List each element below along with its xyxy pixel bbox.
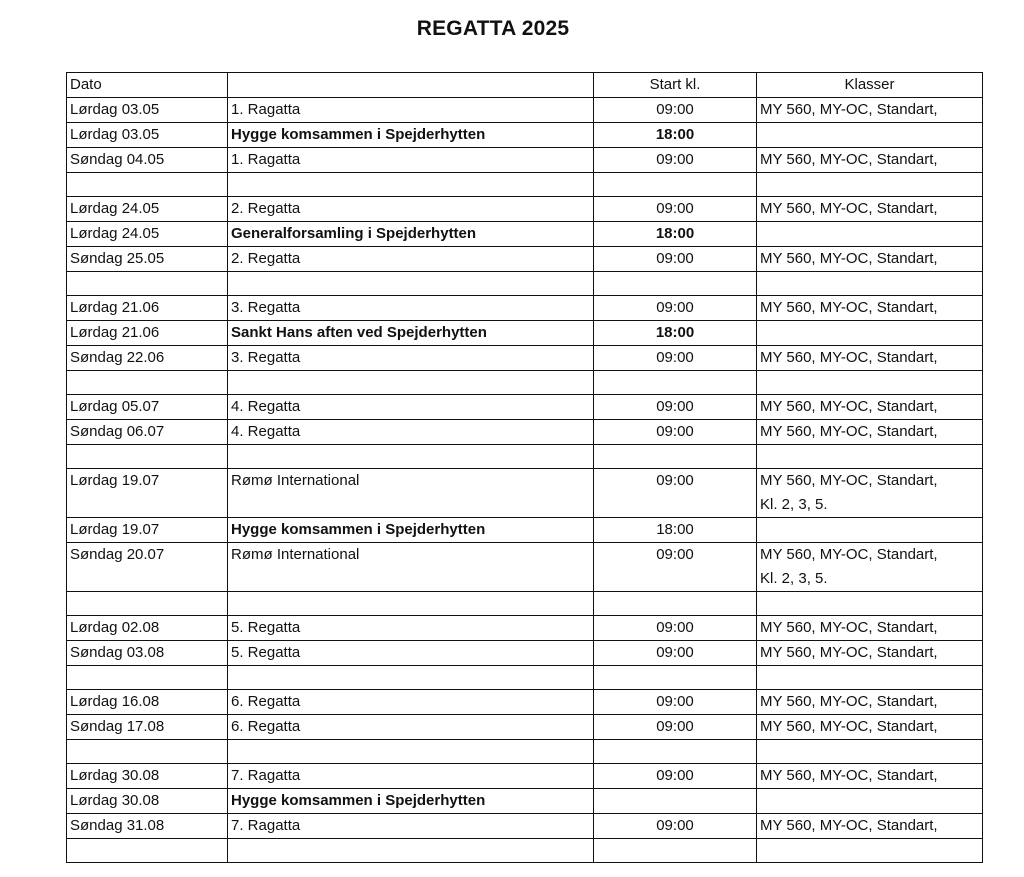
cell-start: 09:00: [594, 395, 757, 420]
klasser-line: MY 560, MY-OC, Standart,: [760, 546, 938, 563]
table-row: [67, 272, 983, 296]
cell-event: Hygge komsammen i Spejderhytten: [228, 789, 594, 814]
table-row: [67, 395, 983, 420]
cell-klasser: [757, 715, 983, 740]
cell-dato: Lørdag 16.08: [67, 690, 228, 715]
klasser-line: MY 560, MY-OC, Standart,: [760, 423, 938, 440]
cell-klasser: [757, 666, 983, 690]
cell-start: 18:00: [594, 518, 757, 543]
cell-dato: [67, 740, 228, 764]
cell-dato: [67, 839, 228, 863]
cell-dato: Lørdag 03.05: [67, 123, 228, 148]
cell-start: 09:00: [594, 197, 757, 222]
cell-start: 09:00: [594, 296, 757, 321]
table-row: [67, 764, 983, 789]
cell-event: 3. Regatta: [228, 346, 594, 371]
klasser-line: MY 560, MY-OC, Standart,: [760, 250, 938, 267]
cell-event: [228, 839, 594, 863]
table-row: [67, 543, 983, 592]
table-row: [67, 123, 983, 148]
cell-event: [228, 445, 594, 469]
cell-dato: Lørdag 02.08: [67, 616, 228, 641]
cell-klasser: [757, 764, 983, 789]
cell-klasser: [757, 839, 983, 863]
cell-start: [594, 445, 757, 469]
table-row: [67, 814, 983, 839]
klasser-line: MY 560, MY-OC, Standart,: [760, 817, 938, 834]
cell-dato: Søndag 03.08: [67, 641, 228, 666]
cell-start: [594, 371, 757, 395]
cell-event: Sankt Hans aften ved Spejderhytten: [228, 321, 594, 346]
cell-dato: Søndag 17.08: [67, 715, 228, 740]
table-row: [67, 445, 983, 469]
table-row: [67, 222, 983, 247]
cell-klasser: [757, 296, 983, 321]
header-event: [228, 73, 594, 98]
cell-start: 09:00: [594, 420, 757, 445]
cell-event: 7. Ragatta: [228, 764, 594, 789]
cell-event: Hygge komsammen i Spejderhytten: [228, 123, 594, 148]
cell-dato: [67, 666, 228, 690]
page-title: REGATTA 2025: [416, 17, 570, 40]
cell-start: [594, 740, 757, 764]
klasser-line: MY 560, MY-OC, Standart,: [760, 299, 938, 316]
cell-dato: Søndag 06.07: [67, 420, 228, 445]
table-row: [67, 789, 983, 814]
cell-klasser: [757, 543, 983, 592]
cell-klasser: [757, 321, 983, 346]
cell-dato: [67, 592, 228, 616]
cell-klasser: [757, 247, 983, 272]
klasser-line: MY 560, MY-OC, Standart,: [760, 472, 938, 489]
table-row: [67, 321, 983, 346]
cell-event: Rømø International: [228, 543, 594, 592]
cell-event: 4. Regatta: [228, 420, 594, 445]
table-row: [67, 371, 983, 395]
cell-klasser: [757, 371, 983, 395]
header-klasser: Klasser: [757, 73, 983, 98]
klasser-line: MY 560, MY-OC, Standart,: [760, 644, 938, 661]
cell-event: [228, 740, 594, 764]
cell-event: [228, 272, 594, 296]
cell-klasser: [757, 740, 983, 764]
cell-klasser: [757, 173, 983, 197]
table-body: [67, 98, 983, 863]
table-header-row: [67, 73, 983, 98]
table-row: [67, 98, 983, 123]
cell-event: Rømø International: [228, 469, 594, 518]
cell-start: 09:00: [594, 346, 757, 371]
cell-dato: [67, 445, 228, 469]
cell-start: [594, 789, 757, 814]
cell-dato: Lørdag 05.07: [67, 395, 228, 420]
cell-event: 2. Regatta: [228, 247, 594, 272]
cell-dato: Søndag 20.07: [67, 543, 228, 592]
cell-event: [228, 592, 594, 616]
table-row: [67, 296, 983, 321]
table-row: [67, 641, 983, 666]
table-row: [67, 616, 983, 641]
cell-event: 5. Regatta: [228, 641, 594, 666]
table-row: [67, 839, 983, 863]
cell-start: [594, 592, 757, 616]
header-dato: Dato: [67, 73, 228, 98]
cell-klasser: [757, 469, 983, 518]
cell-start: 09:00: [594, 764, 757, 789]
cell-event: [228, 371, 594, 395]
cell-event: 3. Regatta: [228, 296, 594, 321]
table-row: [67, 148, 983, 173]
klasser-line: MY 560, MY-OC, Standart,: [760, 349, 938, 366]
cell-event: 6. Regatta: [228, 715, 594, 740]
cell-event: [228, 173, 594, 197]
cell-start: [594, 839, 757, 863]
table-row: [67, 197, 983, 222]
header-start: Start kl.: [594, 73, 757, 98]
cell-klasser: [757, 197, 983, 222]
cell-klasser: [757, 616, 983, 641]
cell-dato: Lørdag 30.08: [67, 789, 228, 814]
cell-start: 09:00: [594, 543, 757, 592]
table-row: [67, 518, 983, 543]
cell-dato: [67, 173, 228, 197]
cell-start: 09:00: [594, 148, 757, 173]
klasser-line: MY 560, MY-OC, Standart,: [760, 151, 938, 168]
regatta-schedule-table: [66, 72, 983, 863]
cell-dato: Lørdag 30.08: [67, 764, 228, 789]
cell-klasser: [757, 395, 983, 420]
cell-klasser: [757, 690, 983, 715]
cell-klasser: [757, 98, 983, 123]
cell-event: Hygge komsammen i Spejderhytten: [228, 518, 594, 543]
cell-event: Generalforsamling i Spejderhytten: [228, 222, 594, 247]
cell-dato: Lørdag 19.07: [67, 469, 228, 518]
table-row: [67, 346, 983, 371]
cell-start: [594, 272, 757, 296]
table-row: [67, 715, 983, 740]
cell-start: 09:00: [594, 98, 757, 123]
cell-klasser: [757, 641, 983, 666]
cell-klasser: [757, 518, 983, 543]
cell-start: 09:00: [594, 641, 757, 666]
cell-event: 7. Ragatta: [228, 814, 594, 839]
table-row: [67, 740, 983, 764]
table-row: [67, 592, 983, 616]
cell-dato: Søndag 31.08: [67, 814, 228, 839]
klasser-line: MY 560, MY-OC, Standart,: [760, 398, 938, 415]
cell-start: 18:00: [594, 123, 757, 148]
cell-event: 1. Ragatta: [228, 148, 594, 173]
klasser-line: MY 560, MY-OC, Standart,: [760, 718, 938, 735]
cell-event: [228, 666, 594, 690]
table-row: [67, 666, 983, 690]
cell-dato: Søndag 04.05: [67, 148, 228, 173]
klasser-line: MY 560, MY-OC, Standart,: [760, 693, 938, 710]
klasser-line-2: Kl. 2, 3, 5.: [760, 496, 828, 513]
table-row: [67, 173, 983, 197]
cell-dato: [67, 371, 228, 395]
cell-start: 09:00: [594, 469, 757, 518]
table-row: [67, 690, 983, 715]
cell-event: 5. Regatta: [228, 616, 594, 641]
cell-start: 09:00: [594, 616, 757, 641]
cell-klasser: [757, 789, 983, 814]
cell-dato: Lørdag 24.05: [67, 222, 228, 247]
cell-start: 18:00: [594, 222, 757, 247]
cell-klasser: [757, 814, 983, 839]
cell-start: 09:00: [594, 814, 757, 839]
cell-dato: Lørdag 21.06: [67, 321, 228, 346]
klasser-line: MY 560, MY-OC, Standart,: [760, 101, 938, 118]
cell-dato: Lørdag 24.05: [67, 197, 228, 222]
cell-dato: Lørdag 19.07: [67, 518, 228, 543]
cell-klasser: [757, 148, 983, 173]
cell-klasser: [757, 445, 983, 469]
cell-klasser: [757, 346, 983, 371]
table-row: [67, 420, 983, 445]
cell-event: 6. Regatta: [228, 690, 594, 715]
cell-start: 09:00: [594, 690, 757, 715]
klasser-line: MY 560, MY-OC, Standart,: [760, 200, 938, 217]
cell-dato: Lørdag 03.05: [67, 98, 228, 123]
cell-event: 2. Regatta: [228, 197, 594, 222]
cell-klasser: [757, 420, 983, 445]
cell-start: 09:00: [594, 715, 757, 740]
cell-start: [594, 173, 757, 197]
cell-event: 4. Regatta: [228, 395, 594, 420]
cell-dato: Søndag 22.06: [67, 346, 228, 371]
cell-klasser: [757, 272, 983, 296]
table-row: [67, 469, 983, 518]
table-row: [67, 247, 983, 272]
cell-start: [594, 666, 757, 690]
cell-start: 18:00: [594, 321, 757, 346]
cell-dato: [67, 272, 228, 296]
cell-klasser: [757, 592, 983, 616]
cell-start: 09:00: [594, 247, 757, 272]
klasser-line: MY 560, MY-OC, Standart,: [760, 619, 938, 636]
cell-klasser: [757, 123, 983, 148]
cell-dato: Søndag 25.05: [67, 247, 228, 272]
cell-event: 1. Ragatta: [228, 98, 594, 123]
klasser-line: MY 560, MY-OC, Standart,: [760, 767, 938, 784]
cell-klasser: [757, 222, 983, 247]
cell-dato: Lørdag 21.06: [67, 296, 228, 321]
klasser-line-2: Kl. 2, 3, 5.: [760, 570, 828, 587]
